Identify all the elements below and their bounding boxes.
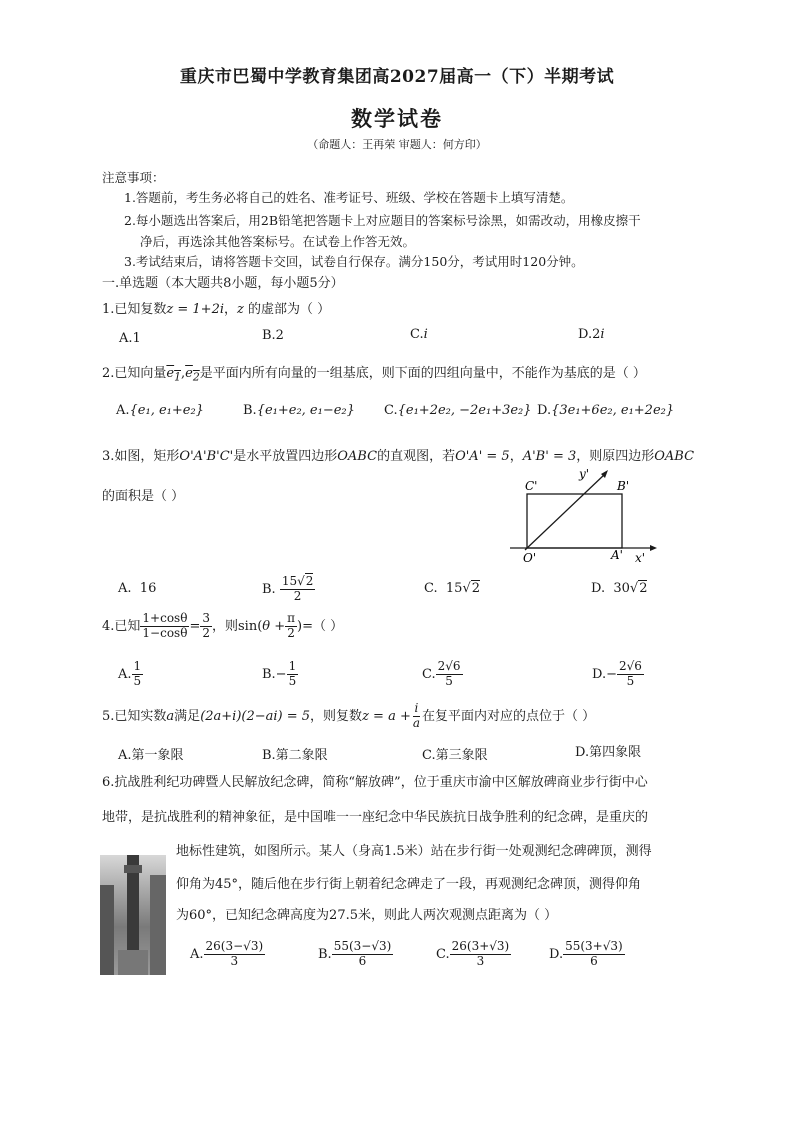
q3-option-a: A. 16 [118, 581, 157, 596]
exam-subtitle: 数学试卷 [351, 106, 443, 131]
q2-pre: 2.已知向量 [102, 366, 167, 381]
q2-option-c: C.{e₁+2e₂, −2e₁+3e₂} [384, 403, 532, 418]
note-item: 2.每小题选出答案后，用2B铅笔把答题卡上对应题目的答案标号涂黑，如需改动，用橡皮擦干 [124, 213, 641, 228]
question-1 [102, 298, 330, 317]
q1-pre: 1.已知复数 [102, 302, 167, 317]
q4-option-b: B.− $\frac{1}{5}$ [262, 659, 297, 688]
q5-option-b: B.第二象限 [262, 748, 328, 763]
q1-option-c-label: C. [410, 327, 424, 342]
label-a: A' [611, 548, 623, 562]
label-b: B' [617, 479, 630, 493]
q1-option-c-i: i [423, 327, 428, 342]
question-2: 2.已知向量$e_1,e_2$是平面内所有向量的一组基底，则下面的四组向量中，不能作为基底的是（ ） [102, 366, 646, 384]
monument-base [118, 950, 148, 975]
notes-heading: 注意事项： [102, 170, 165, 185]
q5-option-a: A.第一象限 [118, 748, 184, 763]
x-axis-arrow [650, 545, 657, 551]
building-right [150, 875, 166, 975]
q6-option-d: D. $\frac{55(3+√3)}{6}$ [549, 939, 623, 968]
q2-vec-e1: $e_1$ [166, 366, 181, 384]
q5-option-d: D.第四象限 [575, 745, 642, 760]
q3-option-d: D. 30√2 [591, 581, 648, 596]
q5-option-c: C.第三象限 [422, 748, 488, 763]
q1-option-a: A.1 [119, 331, 141, 346]
question-3: 3.如图，矩形O'A'B'C'是水平放置四边形OABC的直观图，若O'A' = 5，A'B' = 3，则原四边形OABC [102, 449, 695, 464]
label-c: C' [525, 479, 538, 493]
q1-eq: z = 1+2i [166, 302, 225, 317]
note-item: 3.考试结束后，请将答题卡交回，试卷自行保存。满分150分，考试用时120分钟。 [124, 254, 584, 269]
q1-option-d-label: D.2 [578, 327, 601, 342]
note-item: 1.答题前，考生务必将自己的姓名、准考证号、班级、学校在答题卡上填写清楚。 [124, 190, 574, 205]
q2-vec-e2: $e_2$ [185, 366, 200, 384]
q2-option-a: A.{e₁, e₁+e₂} [116, 403, 204, 418]
q3-option-b: B. $\frac{15√2}{2}$ [262, 574, 314, 603]
monument-photo [100, 855, 166, 975]
monument-photo-art [100, 855, 166, 975]
question-3-line2: 的面积是（ ） [102, 489, 185, 504]
question-6-line1: 6.抗战胜利纪功碑暨人民解放纪念碑，简称“解放碑”，位于重庆市渝中区解放碑商业步行街中心 [102, 775, 648, 790]
label-x: x' [635, 551, 646, 565]
section-heading: 一.单选题（本大题共8小题，每小题5分） [102, 276, 344, 291]
building-left [100, 885, 114, 975]
q6-option-b: B. $\frac{55(3-√3)}{6}$ [318, 939, 392, 968]
question-6-line2: 地带，是抗战胜利的精神象征，是中国唯一一座纪念中华民族抗日战争胜利的纪念碑，是重庆的 [102, 810, 649, 825]
note-item: 净后，再选涂其他答案标号。在试卷上作答无效。 [140, 234, 416, 249]
monument-clock [124, 865, 142, 873]
question-6-line5: 为60°，已知纪念碑高度为27.5米，则此人两次观测点距离为（ ） [176, 908, 558, 923]
q2-post: 是平面内所有向量的一组基底，则下面的四组向量中，不能作为基底的是（ ） [199, 366, 646, 381]
q1-post2: 的虚部为（ ） [243, 302, 331, 317]
q4-option-d: D.− $\frac{2√6}{5}$ [592, 659, 642, 688]
label-o: O' [523, 551, 537, 565]
q4-option-c: C. $\frac{2√6}{5}$ [422, 659, 461, 688]
q1-option-d [578, 327, 605, 342]
q3-option-c: C. 15√2 [424, 581, 481, 596]
q1-option-b: B.2 [262, 328, 284, 343]
q1-post: ， [224, 302, 238, 317]
question-6-line3: 地标性建筑，如图所示。某人（身高1.5米）站在步行街一处观测纪念碑碑顶，测得 [176, 844, 652, 859]
q1-option-d-i: i [600, 327, 605, 342]
exam-title: 重庆市巴蜀中学教育集团高2027届高一（下）半期考试 [179, 67, 615, 87]
question-6-line4: 仰角为45°，随后他在步行街上朝着纪念碑走了一段，再观测纪念碑顶，测得仰角 [176, 877, 642, 892]
q4-option-a: A. $\frac{1}{5}$ [118, 659, 142, 688]
q2-option-b: B.{e₁+e₂, e₁−e₂} [243, 403, 355, 418]
question-4: 4.已知 $\frac{1+\cos\theta}{1-\cos\theta}$ = $\frac{3}{2}$ ，则sin(θ + $\frac{\pi}{2}$ )=（ ） [102, 611, 344, 640]
q3-figure [505, 462, 665, 572]
q2-option-d: D.{3e₁+6e₂, e₁+2e₂} [537, 403, 675, 418]
q6-option-a: A. $\frac{26(3-√3)}{3}$ [190, 939, 264, 968]
q1-var: z [237, 302, 244, 317]
q1-option-c [410, 327, 428, 342]
question-5: 5.已知实数a满足(2a+i)(2−ai) = 5，则复数z = a + $\frac{i}{a}$ 在复平面内对应的点位于（ ） [102, 701, 596, 730]
exam-authors: （命题人：王再荣 审题人：何方印） [307, 138, 487, 151]
q6-option-c: C. $\frac{26(3+√3)}{3}$ [436, 939, 510, 968]
label-y: y' [579, 467, 590, 481]
